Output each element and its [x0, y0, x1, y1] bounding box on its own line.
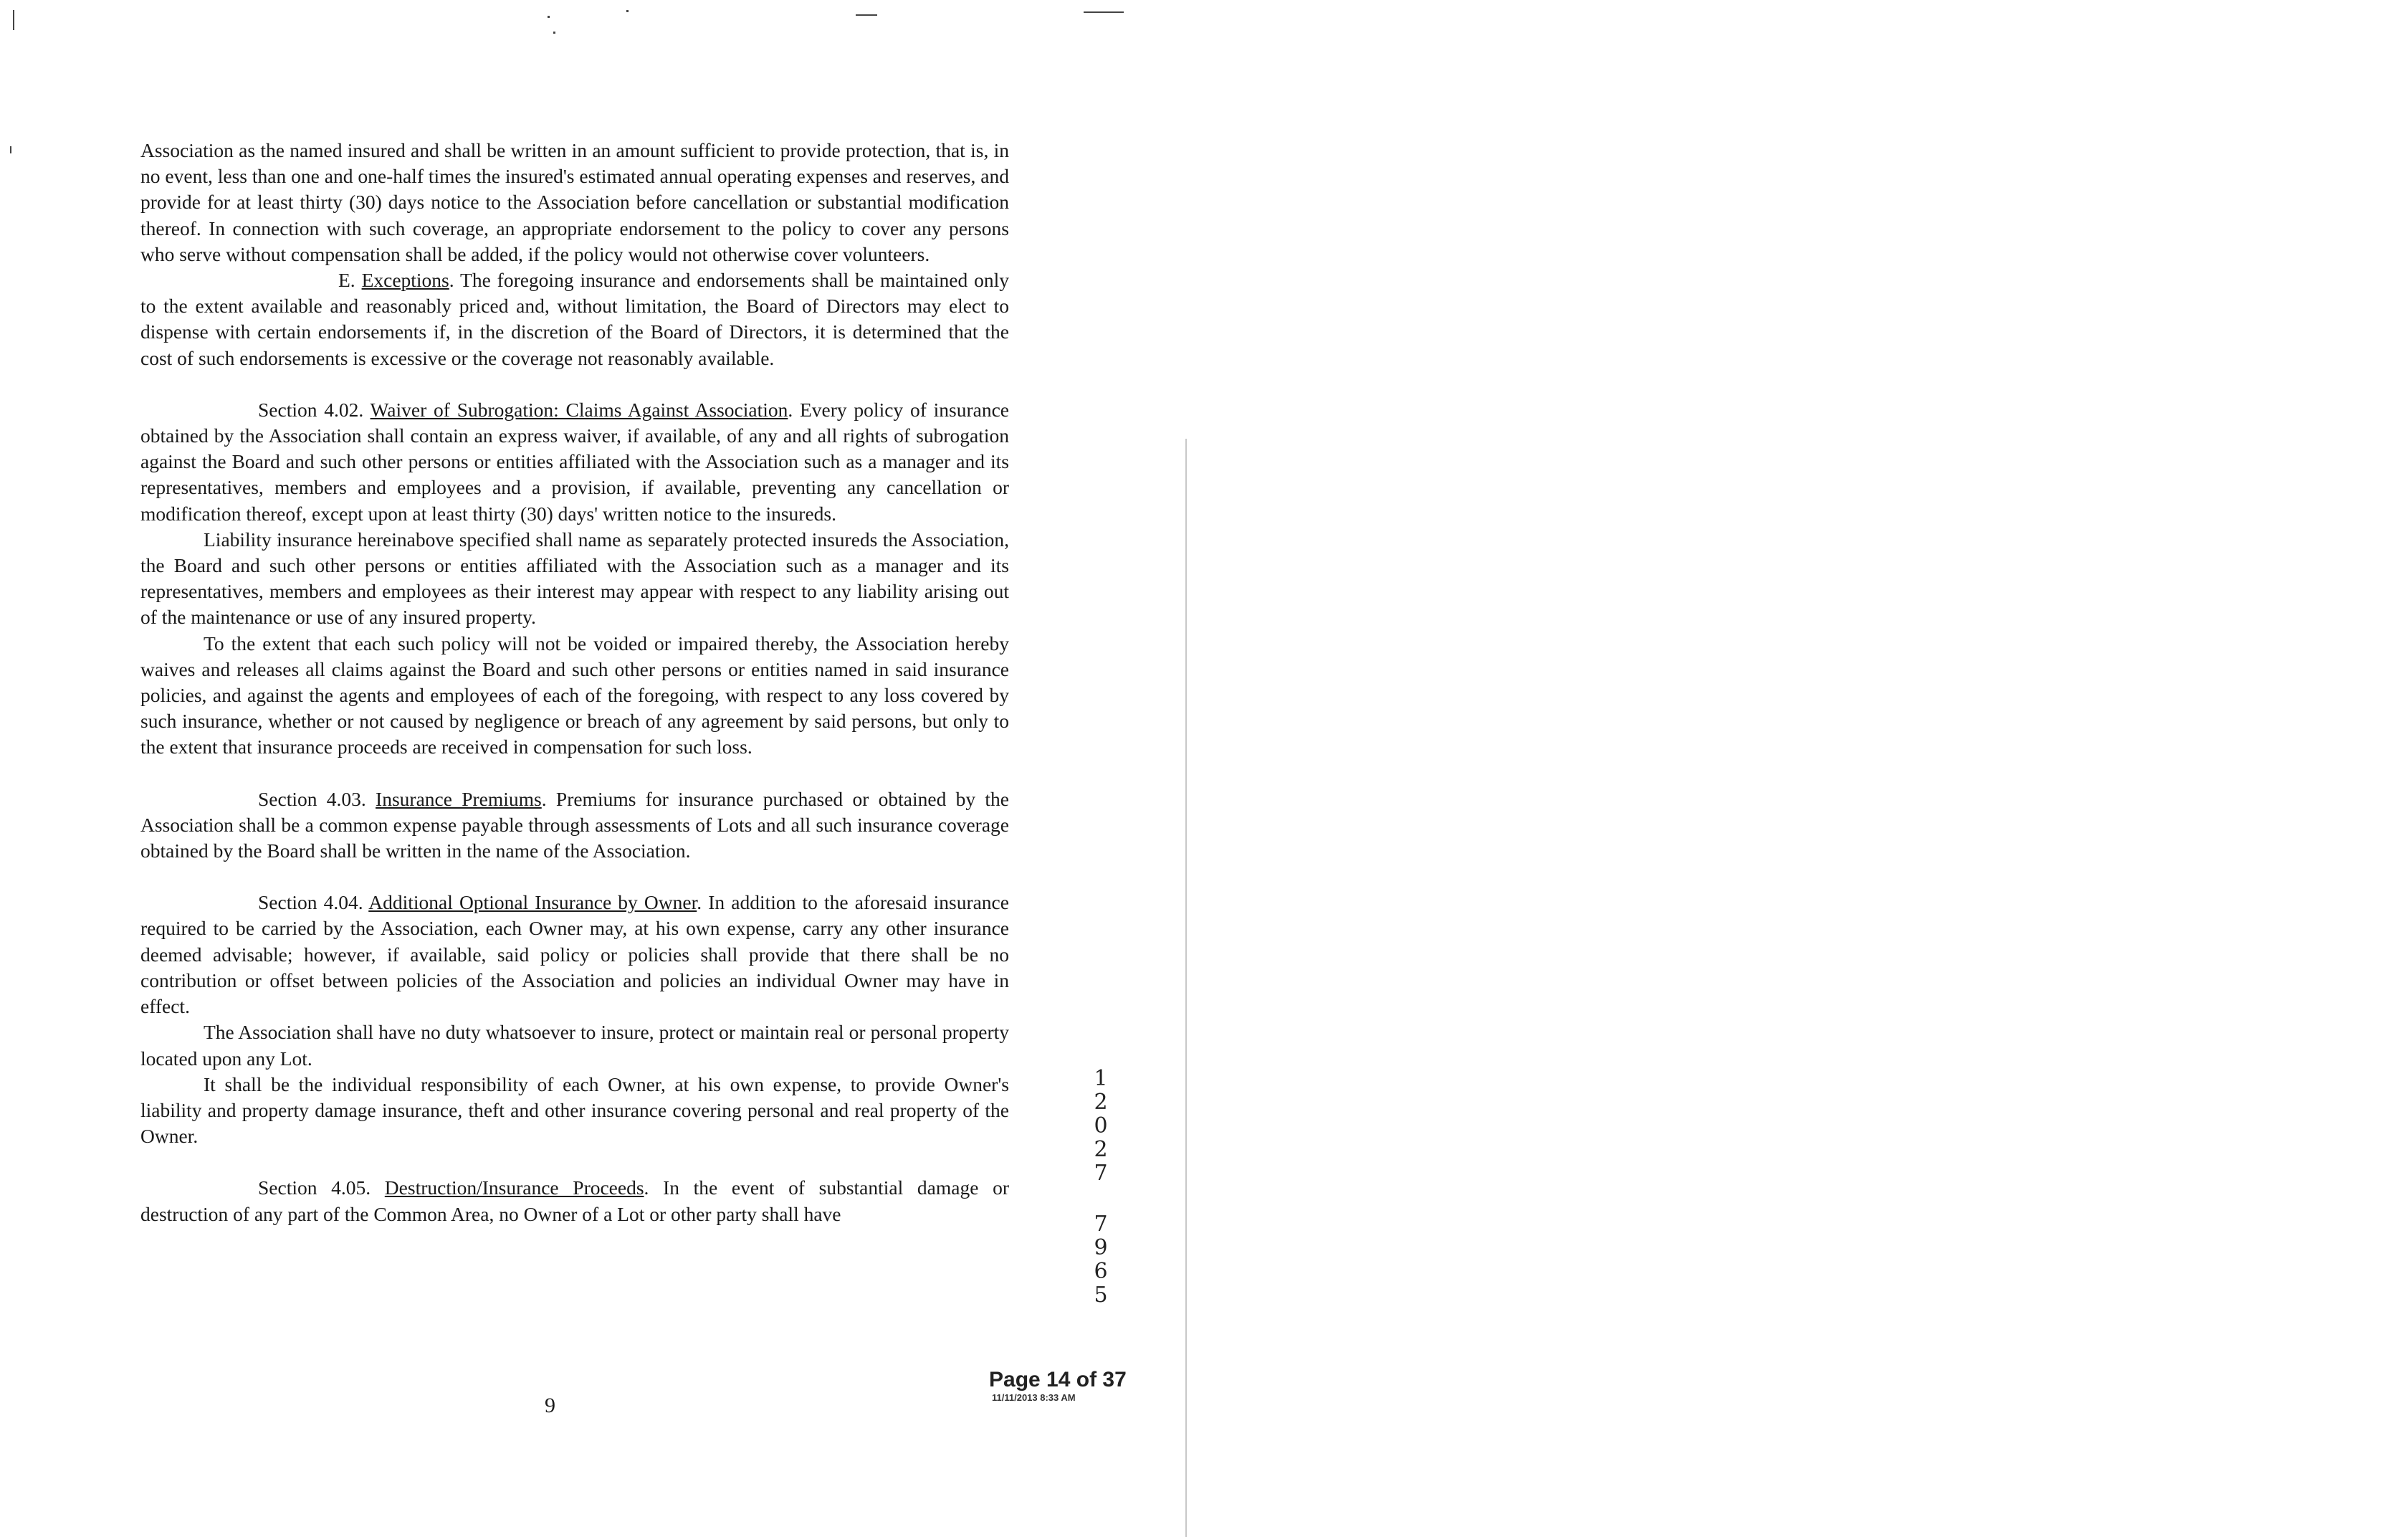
- section-number: Section 4.03.: [258, 787, 376, 810]
- stamp-page-count: Page 14 of 37: [989, 1368, 1127, 1391]
- digit-spacer: [1086, 1185, 1115, 1212]
- recording-stamp: [989, 1368, 1147, 1404]
- stamp-timestamp: 11/11/2013 8:33 AM: [992, 1392, 1076, 1403]
- section-body: . In the event of substantial damage or destruction of any part of the Common Area, no Owner of a Lot or other party shall have: [140, 1176, 1009, 1225]
- document-body: [140, 138, 1009, 1227]
- section-4-04: [140, 890, 1009, 1019]
- scan-mark: [856, 14, 877, 16]
- section-heading: Waiver of Subrogation: Claims Against Association: [370, 398, 788, 421]
- paragraph-gap: [140, 864, 1009, 890]
- exceptions-body: . The foregoing insurance and endorsements shall be maintained only to the extent available and reasonably priced and, without limitation, the Board of Directors may elect to dispense with certain endorsements if, in the discretion of the Board of Directors, it is determined that the cost of such endorsements is excessive or the coverage not reasonably available.: [140, 269, 1009, 369]
- section-4-04-association-duty: The Association shall have no duty whatsoever to insure, protect or maintain real or personal property located upon any Lot.: [140, 1021, 1009, 1070]
- recording-digit: 5: [1094, 1283, 1108, 1308]
- scan-mark: [553, 32, 555, 34]
- scan-mark: [1084, 11, 1124, 13]
- paragraph-gap: [140, 761, 1009, 786]
- recording-digit: 7: [1094, 1161, 1108, 1186]
- section-number: Section 4.02.: [258, 398, 371, 421]
- recording-digit: 7: [1094, 1212, 1108, 1237]
- section-heading: Additional Optional Insurance by Owner: [368, 891, 697, 914]
- item-label: E.: [338, 269, 362, 292]
- section-heading: Destruction/Insurance Proceeds: [384, 1176, 644, 1199]
- paragraph-insurance-continuation: Association as the named insured and shall be written in an amount sufficient to provide protection, that is, in no event, less than one and one-half times the insured's estimated annual operating expenses and reserves, and provide for at least thirty (30) days notice to the Association before cancellation or substantial modification thereof. In connection with such coverage, an appropriate endorsement to the policy to cover any persons who serve without compensation shall be added, if the policy would not otherwise cover volunteers.: [140, 139, 1009, 265]
- section-4-04-owner-responsibility: It shall be the individual responsibility of each Owner, at his own expense, to provide Owner's liability and property damage insurance, theft and other insurance covering personal and real property of the Owner.: [140, 1072, 1009, 1148]
- recording-digit: 1: [1094, 1066, 1108, 1091]
- section-body: . Every policy of insurance obtained by the Association shall contain an express waiver, if available, of any and all rights of subrogation against the Board and such other persons or entities affiliated with the Association such as a manager and its representatives, members and employees and a provision, if available, preventing any cancellation or modification thereof, except upon at least thirty (30) days' written notice to the insureds.: [140, 398, 1009, 525]
- section-number: Section 4.05.: [258, 1176, 385, 1199]
- section-heading: Insurance Premiums: [376, 787, 542, 810]
- recording-digit: 6: [1094, 1259, 1108, 1284]
- section-4-02-liability: Liability insurance hereinabove specified shall name as separately protected insureds the Association, the Board and such other persons or entities affiliated with the Association such as a manager and its representatives, members and employees as their interest may appear with respect to any liability arising out of the maintenance or use of any insured property.: [140, 528, 1009, 629]
- paragraph-gap: [140, 371, 1009, 397]
- paragraph-exceptions: [140, 267, 1009, 371]
- section-body: . Premiums for insurance purchased or obtained by the Association shall be a common expense payable through assessments of Lots and all such insurance coverage obtained by the Board shall be written in the name of the Association.: [140, 787, 1009, 862]
- paragraph-gap: [140, 1149, 1009, 1175]
- recording-digit: 9: [1094, 1235, 1108, 1260]
- section-number: Section 4.04.: [258, 891, 369, 914]
- scan-mark: [10, 146, 11, 153]
- section-4-02-waiver: To the extent that each such policy will not be voided or impaired thereby, the Association hereby waives and releases all claims against the Board and such other persons or entities named in said insurance policies, and against the agents and employees of each of the foregoing, with respect to any loss covered by such insurance, whether or not caused by negligence or breach of any agreement by said persons, but only to the extent that insurance proceeds are received in compensation for such loss.: [140, 632, 1009, 758]
- section-body: . In addition to the aforesaid insurance required to be carried by the Association, each Owner may, at his own expense, carry any other insurance deemed advisable; however, if available, said policy or policies shall provide that there shall be no contribution or offset between policies of the Association and policies an individual Owner may have in effect.: [140, 891, 1009, 1018]
- scan-mark: [13, 10, 14, 30]
- scan-edge-line: [1185, 439, 1187, 1537]
- scan-mark: [548, 16, 550, 18]
- scan-mark: [626, 10, 629, 12]
- section-4-03: [140, 786, 1009, 865]
- page-number: 9: [545, 1394, 555, 1417]
- recording-digit: 2: [1094, 1090, 1108, 1115]
- section-4-05: [140, 1175, 1009, 1227]
- section-4-02: [140, 397, 1009, 527]
- exceptions-heading: Exceptions: [361, 269, 449, 292]
- recording-digit: 0: [1094, 1113, 1108, 1138]
- recording-number-vertical: [1086, 1067, 1115, 1307]
- recording-digit: 2: [1094, 1137, 1108, 1162]
